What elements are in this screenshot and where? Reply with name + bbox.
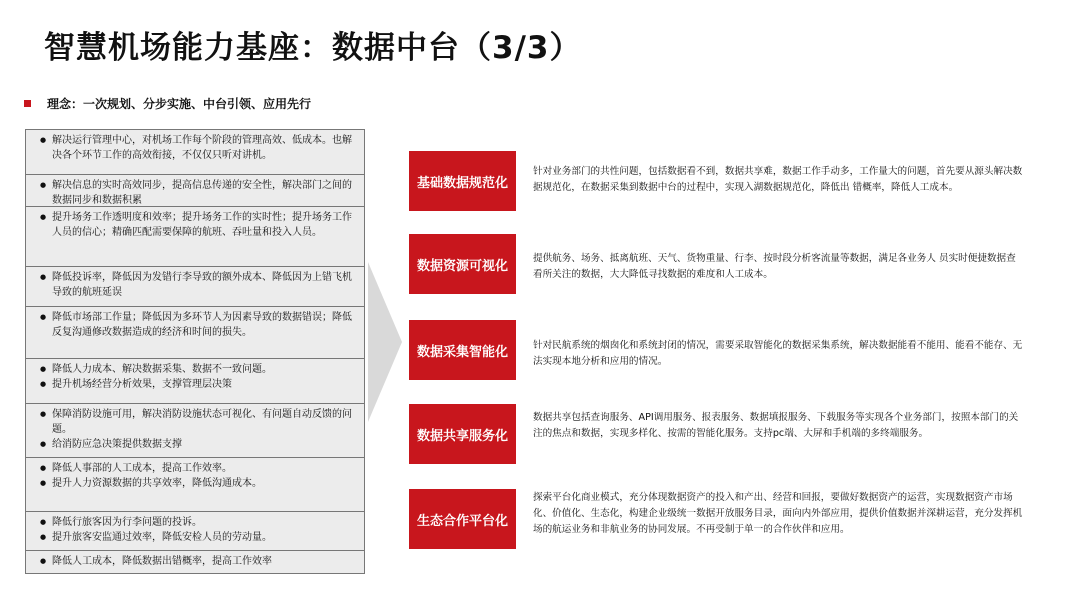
- pillar-description: 针对业务部门的共性问题，包括数据看不到，数据共享难，数据工作手动多，工作量大的问题，首先要从源头解决数据规范化，在数据采集到数据中台的过程中，实现入湖数据规范化，降低出 错概率，降低人工成本。: [533, 166, 1023, 193]
- pillar-description: 数据共享包括查询服务、API调用服务、报表服务、数据填报服务、下载服务等实现各个业务部门，按照本部门的关注的焦点和数据，实现多样化、按需的智能化服务。支持pc端、大屏和手机端的多终端服务。: [533, 412, 1019, 439]
- pillar-label: 数据采集智能化: [409, 320, 516, 380]
- benefit-text: ● 给消防应急决策提供数据支撑: [36, 437, 358, 452]
- benefit-cell: [26, 359, 364, 404]
- benefit-text: ● 解决运行管理中心，对机场工作每个阶段的管理高效、低成本。也解决各个环节工作的高效衔接，不仅仅只听对讲机。: [36, 133, 358, 163]
- benefit-text: ● 解决信息的实时高效同步，提高信息传递的安全性，解决部门之间的数据同步和数据积累: [36, 178, 358, 208]
- pillar-description: 针对民航系统的烟囱化和系统封闭的情况，需要采取智能化的数据采集系统，解决数据能看不能用、能看不能存、无法实现本地分析和应用的情况。: [533, 340, 1023, 367]
- benefit-text: ● 降低人工成本，降低数据出错概率，提高工作效率: [36, 554, 358, 569]
- pillar-description: 探索平台化商业模式，充分体现数据资产的投入和产出、经营和回报，要做好数据资产的运营，实现数据资产市场化、价值化、生态化，构建企业级统一数据开放服务目录，面向内外部应用，提供价值数据并深耕运营，充分发挥机场的航运业务和非航业务的协同发展。不再受制于单一的合作伙伴和应用。: [533, 492, 1023, 535]
- benefit-cell: [26, 458, 364, 512]
- benefit-text: ● 提升人力资源数据的共享效率，降低沟通成本。: [36, 476, 358, 491]
- benefit-text: ● 降低行旅客因为行李问题的投诉。: [36, 515, 358, 530]
- square-bullet-icon: [24, 100, 31, 107]
- pillar-label: 基础数据规范化: [409, 151, 516, 211]
- concept-text: 理念：一次规划、分步实施、中台引领、应用先行: [47, 97, 312, 111]
- benefit-text: ● 保障消防设施可用，解决消防设施状态可视化、有问题自动反馈的问题。: [36, 407, 358, 437]
- right-arrow-icon: [368, 262, 402, 422]
- benefit-cell: [26, 267, 364, 307]
- page-title: 智慧机场能力基座：数据中台（3/3）: [44, 30, 582, 66]
- benefit-text: ● 降低人力成本、解决数据采集、数据不一致问题。: [36, 362, 358, 377]
- benefit-cell: [26, 130, 364, 175]
- arrow-shape: [368, 262, 402, 422]
- benefit-text: ● 提升场务工作透明度和效率；提升场务工作的实时性；提升场务工作人员的信心；精确匹配需要保障的航班、吞吐量和投入人员。: [36, 210, 358, 240]
- benefit-text: ● 降低人事部的人工成本，提高工作效率。: [36, 461, 358, 476]
- benefit-cell: [26, 307, 364, 359]
- benefit-text: ● 提升旅客安监通过效率，降低安检人员的劳动量。: [36, 530, 358, 545]
- benefit-cell: [26, 175, 364, 207]
- benefit-text: ● 提升机场经营分析效果，支撑管理层决策: [36, 377, 358, 392]
- benefits-list: [25, 129, 365, 574]
- pillar-description: 提供航务、场务、抵离航班、天气、货物重量、行李、按时段分析客流量等数据，满足各业务人 员实时便捷数据查看所关注的数据，大大降低寻找数据的难度和人工成本。: [533, 253, 1016, 280]
- benefit-text: ● 降低投诉率，降低因为发错行李导致的额外成本、降低因为上错飞机导致的航班延误: [36, 270, 358, 300]
- benefit-cell: [26, 512, 364, 551]
- pillar-label: 数据资源可视化: [409, 234, 516, 294]
- benefit-cell: [26, 404, 364, 458]
- benefit-cell: [26, 207, 364, 267]
- pillar-label: 数据共享服务化: [409, 404, 516, 464]
- benefit-text: ● 降低市场部工作量；降低因为多环节人为因素导致的数据错误；降低反复沟通修改数据造成的经济和时间的损失。: [36, 310, 358, 340]
- pillar-label: 生态合作平台化: [409, 489, 516, 549]
- benefit-cell: [26, 551, 364, 573]
- concept-line: [22, 96, 352, 112]
